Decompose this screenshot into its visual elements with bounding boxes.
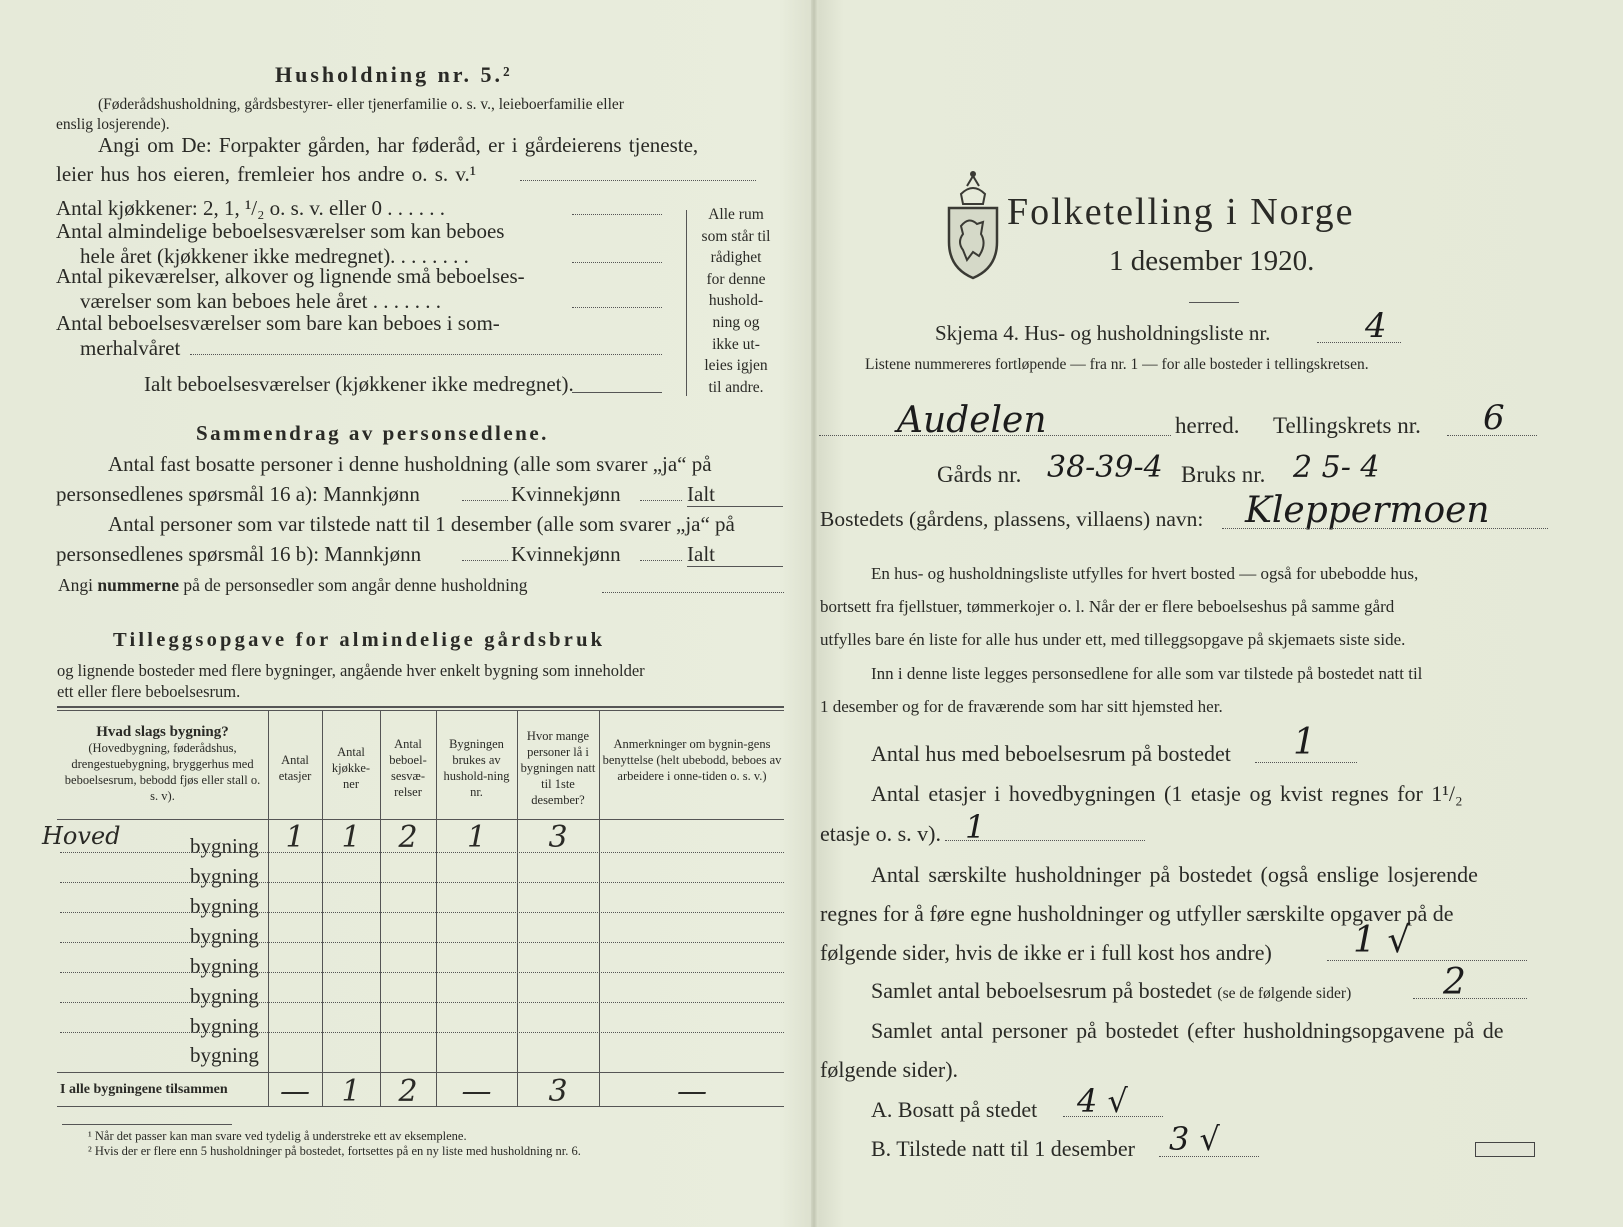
angi-answer-line [520,180,756,181]
summary-p1-female-line [640,500,682,501]
rooms-note [696,204,776,398]
summary-p1b: personsedlenes spørsmål 16 a): Mannkjønn [56,482,420,506]
row-floors: 1 [285,820,305,855]
farm-number-label: Gårds nr. [937,462,1022,487]
total-rooms: 2 [398,1074,418,1109]
rooms-total: Ialt beboelsesværelser (kjøkkener ikke medregnet). [144,372,574,396]
row-suffix: bygning [190,954,259,978]
rooms-note-line: leies igjen [704,357,768,375]
rooms-total-text: Samlet antal beboelsesrum på bostedet [871,978,1212,1003]
persons-label-a: Samlet antal personer på bostedet (efter husholdningsopgavene på de [871,1018,1504,1043]
holding-number: 2 5- 4 [1293,450,1380,485]
rooms-note-line: som står til [701,227,771,245]
col-divider [599,711,600,1106]
floors-label-b: etasje o. s. v). [820,821,941,846]
census-title: Folketelling i Norge [1007,191,1355,233]
summary-p2-female-label: Kvinnekjønn [511,542,621,566]
col-kitchens: Antal kjøkke-ner [331,745,371,791]
floors-value: 1 [965,808,986,846]
col-remarks: Anmerkninger om bygnin-gens benyttelse (helt ubebodd, beboes av arbeidere i onne-tiden o. s. v.) [602,737,782,783]
instructions-1: En hus- og husholdningsliste utfylles for hvert bosted — også for ubebodde hus, [871,564,1419,583]
row-kitchens: 1 [341,820,361,855]
houses-value: 1 [1293,722,1316,763]
persons-label-b: følgende sider). [820,1057,959,1082]
herred-line [819,435,1171,436]
list-number-line [1317,342,1401,343]
col-divider [380,711,381,1106]
place-name-line [1222,528,1548,529]
footnote-2: ² Hvis der er flere enn 5 husholdninger på bostedet, fortsettes på en ny liste med husholdning nr. 6. [88,1144,581,1158]
row-household: 1 [466,820,487,855]
district-line [1447,435,1537,436]
rooms-small-1: Antal pikeværelser, alkover og lignende små beboelses- [56,264,525,288]
rooms-summer-2: merhalvåret [80,336,181,360]
holding-number-label: Bruks nr. [1181,462,1266,487]
title-rule [1189,302,1239,303]
summary-p2-female-line [640,560,682,561]
footnote-rule [62,1124,232,1125]
form-label: Skjema 4. Hus- og husholdningsliste nr. [935,321,1271,345]
table-total-rule [57,1072,784,1073]
row-line [60,912,784,913]
col-building-type-title: Hvad slags bygning? [96,724,229,740]
rooms-note-line: Alle rum [708,206,764,223]
place-name-label: Bostedets (gårdens, plassens, villaens) navn: [820,507,1204,531]
rooms-ordinary-line [572,262,662,263]
instructions-4: Inn i denne liste legges personsedlene for alle som var tilstede på bostedet natt til [871,664,1423,683]
total-label: I alle bygningene tilsammen [60,1082,228,1097]
present-line [1159,1156,1259,1157]
summary-p2-total-label: Ialt [687,542,715,566]
list-number: 4 [1365,306,1387,346]
rooms-note-line: til andre. [708,378,764,396]
summary-p1a: Antal fast bosatte personer i denne husholdning (alle som svarer „ja“ på [108,452,712,476]
col-household-nr: Bygningen brukes av hushold-ning nr. [443,737,510,799]
row-line [60,942,784,943]
herred-label: herred. [1175,413,1240,438]
printer-stamp [1475,1142,1535,1157]
col-rooms: Antal beboel-sesvæ-relser [389,737,427,799]
households-label-c: følgende sider, hvis de ikke er i full kost hos andre) [820,940,1272,965]
resident-value: 4 √ [1077,1082,1128,1120]
rooms-total-line [1413,998,1527,999]
district-number: 6 [1483,398,1505,438]
row-line [60,882,784,883]
row-persons: 3 [548,820,568,855]
supplement-heading: Tilleggsopgave for almindelige gårdsbruk [113,629,606,651]
rooms-note-line: ikke ut- [712,335,760,353]
row-prefix: Hoved [42,822,121,850]
instructions-2: bortsett fra fjellstuer, tømmerkojer o. l. Når der er flere beboelseshus på samme gård [820,597,1395,616]
farm-number: 38-39-4 [1047,450,1163,485]
col-divider [436,711,437,1106]
supplement-sub-2: ett eller flere beboelsesrum. [57,682,241,701]
total-household: — [461,1074,492,1109]
summary-p2a: Antal personer som var tilstede natt til 1 desember (alle som svarer „ja“ på [108,512,735,536]
household-title: Husholdning nr. 5.² [275,62,513,87]
houses-line [1255,762,1357,763]
instructions-3: utfylles bare én liste for alle hus under ett, med tilleggsopgave på skjemaets siste side. [820,630,1406,649]
coat-of-arms-icon [943,164,1003,280]
col-building-type [60,724,265,804]
summary-p1-female-label: Kvinnekjønn [511,482,621,506]
place-name: Kleppermoen [1245,490,1490,531]
row-suffix: bygning [190,984,259,1008]
herred-name: Audelen [897,400,1047,441]
row-suffix: bygning [190,864,259,888]
table-top-rule-2 [57,710,784,711]
summary-p2-total-line [687,566,783,567]
row-line [60,852,784,853]
summary-p1-total-label: Ialt [687,482,715,506]
households-line [1327,960,1527,961]
row-line [60,1032,784,1033]
total-persons: 3 [548,1074,568,1109]
rooms-note-line: rådighet [710,249,762,267]
rooms-total-value: 2 [1443,962,1466,1003]
footnote-1: ¹ Når det passer kan man svare ved tydelig å understreke ett av eksemplene. [88,1129,467,1143]
row-suffix: bygning [190,1014,259,1038]
intro-line-1: (Føderådshusholdning, gårdsbestyrer- eller tjenerfamilie o. s. v., leieboerfamilie eller [98,96,624,113]
row-line [60,1002,784,1003]
present-label: B. Tilstede natt til 1 desember [871,1136,1135,1161]
rooms-note-line: for denne [706,270,766,288]
col-persons: Hvor mange personer lå i bygningen natt til 1ste desember? [520,729,596,807]
households-label-a: Antal særskilte husholdninger på bostedet (også enslige losjerende [871,862,1478,887]
summary-numbers-line [602,592,784,593]
angi-line-2: leier hus hos eieren, fremleier hos andre o. s. v.¹ [56,162,477,186]
intro-line-2: enslig losjerende). [56,116,170,133]
col-floors: Antal etasjer [278,753,312,783]
summary-numbers [58,575,528,596]
rooms-small-line [572,307,662,308]
summary-p1-male-line [462,500,508,501]
summary-p1-total-line [687,506,783,507]
summary-heading: Sammendrag av personsedlene. [196,421,549,445]
resident-line [1063,1116,1163,1117]
col-divider [517,711,518,1106]
rooms-note-line: hushold- [708,292,764,310]
right-page [817,0,1623,1227]
households-label-b: regnes for å føre egne husholdninger og utfyller særskilte opgaver på de [820,901,1454,926]
houses-label: Antal hus med beboelsesrum på bostedet [871,741,1231,766]
angi-line-1: Angi om De: Forpakter gården, har føderåd, er i gårdeierens tjeneste, [98,133,699,157]
total-floors: — [280,1074,310,1109]
rooms-summer-line [190,354,662,355]
left-page [0,0,811,1227]
summary-numbers-bold: nummerne [97,575,180,595]
instructions-5: 1 desember og for de fraværende som har sitt hjemsted her. [820,697,1223,716]
total-remarks: — [677,1074,707,1109]
row-suffix: bygning [190,1043,259,1067]
row-line [60,972,784,973]
summary-p2-male-line [462,560,508,561]
rooms-ordinary-2: hele året (kjøkkener ikke medregnet). . . . . . . . [80,244,469,268]
floors-label-a: Antal etasjer i hovedbygningen (1 etasje og kvist regnes for 1¹/₂ [871,781,1463,806]
rooms-total-label [871,978,1351,1004]
total-kitchens: 1 [341,1074,361,1109]
row-suffix: bygning [190,834,259,858]
summary-numbers-pre: Angi [58,575,98,595]
resident-label: A. Bosatt på stedet [871,1097,1038,1122]
census-date: 1 desember 1920. [1109,245,1315,277]
row-rooms: 2 [398,820,418,855]
col-divider [268,711,269,1106]
rooms-note-line: ning og [712,313,760,331]
present-value: 3 √ [1169,1120,1220,1158]
row-suffix: bygning [190,894,259,918]
rooms-summer-1: Antal beboelsesværelser som bare kan beboes i som- [56,311,500,335]
row-suffix: bygning [190,924,259,948]
rooms-small-2: værelser som kan beboes hele året . . . . . . . [80,289,441,313]
rooms-total-line [572,392,662,393]
summary-numbers-post: på de personsedler som angår denne husholdning [179,575,528,595]
col-building-type-sub: (Hovedbygning, føderådshus, drengestuebygning, bryggerhus med beboelsesrum, bebodd fjøs eller stall o. s. v). [64,741,261,803]
rooms-ordinary-1: Antal almindelige beboelsesværelser som kan beboes [56,219,505,243]
rooms-total-note: (se de følgende sider) [1217,985,1352,1002]
numbering-note: Listene nummereres fortløpende — fra nr. 1 — for alle bosteder i tellingskretsen. [865,356,1369,373]
brace [686,210,687,396]
district-label: Tellingskrets nr. [1273,413,1421,438]
households-value: 1 √ [1353,920,1411,961]
rooms-kitchens: Antal kjøkkener: 2, 1, ¹/₂ o. s. v. eller 0 . . . . . . [56,196,446,220]
supplement-sub-1: og lignende bosteder med flere bygninger, angående hver enkelt bygning som inneholder [57,661,645,680]
summary-p2b: personsedlenes spørsmål 16 b): Mannkjønn [56,542,422,566]
col-divider [322,711,323,1106]
floors-line [945,840,1145,841]
table-top-rule [57,706,784,708]
rooms-kitchens-line [572,214,662,215]
